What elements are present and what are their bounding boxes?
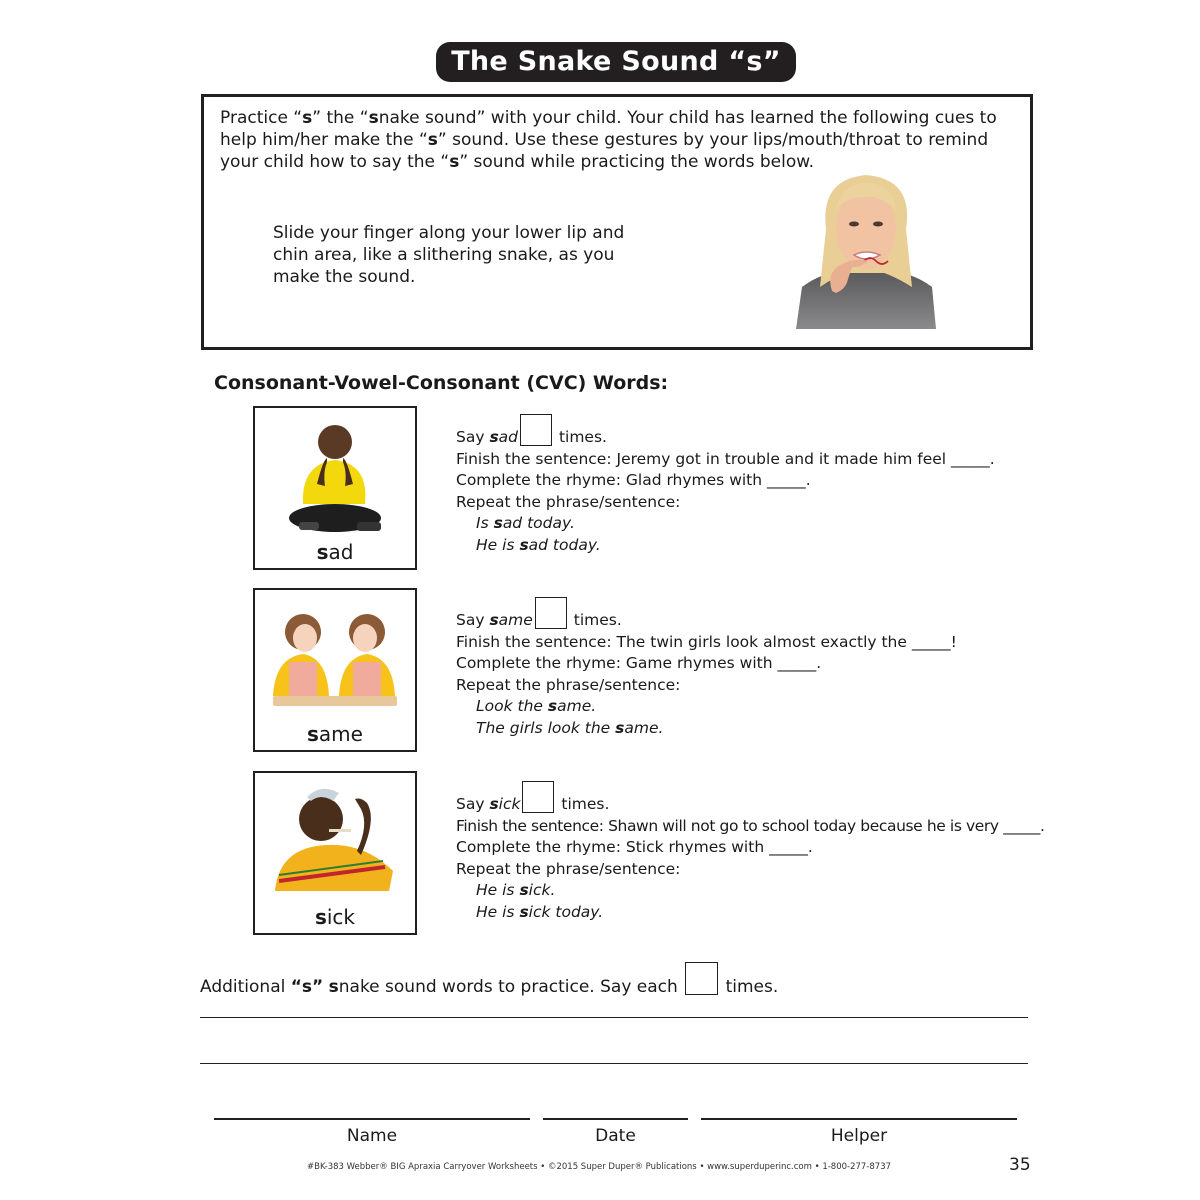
additional-words-prompt <box>200 962 778 997</box>
intro-text-5: ” sound while practicing the words below. <box>459 152 814 172</box>
intro-text-1: Practice “ <box>220 108 303 128</box>
repeat-line: Repeat the phrase/sentence: <box>456 675 681 694</box>
say-suffix: times. <box>568 611 622 629</box>
additional-quote-s: “s” <box>290 977 324 997</box>
page-number: 35 <box>1009 1155 1031 1175</box>
say-word-s: s <box>489 428 499 446</box>
phrase-s: s <box>615 718 625 737</box>
woman-gesture-photo <box>796 169 936 329</box>
sad-boy-photo <box>265 414 405 536</box>
intro-s-bold: s <box>449 152 460 172</box>
say-count-line <box>456 597 1046 632</box>
phrase-pre: Is <box>476 514 494 533</box>
phrase-2 <box>456 902 1046 924</box>
section-heading: Consonant-Vowel-Consonant (CVC) Words: <box>214 372 669 394</box>
phrase-post: ick today. <box>528 902 604 921</box>
rhyme-line: Complete the rhyme: Glad rhymes with _____. <box>456 471 811 490</box>
phrase-pre: He is <box>476 902 520 921</box>
phrase-s: s <box>519 881 529 900</box>
phrase-post: ame. <box>624 718 664 737</box>
say-word-rest: ame <box>498 611 533 629</box>
say-count-line <box>456 781 1046 816</box>
say-suffix: times. <box>554 428 607 446</box>
phrase-1 <box>456 513 1046 535</box>
word-rest: ame <box>318 722 363 746</box>
card-word-label <box>255 722 415 746</box>
helper-signature-line[interactable] <box>701 1118 1017 1120</box>
repeat-count-box[interactable] <box>520 414 552 446</box>
additional-s-bold: s <box>328 977 339 997</box>
name-label: Name <box>346 1126 398 1146</box>
say-prefix: Say <box>456 611 490 629</box>
additional-text-2: nake sound words to practice. Say each <box>338 977 684 997</box>
word-rest: ad <box>328 540 354 564</box>
picture-card-sad <box>253 406 417 570</box>
intro-s-bold: s <box>427 130 438 150</box>
word-rest: ick <box>326 905 356 929</box>
repeat-count-box[interactable] <box>522 781 554 813</box>
say-prefix: Say <box>456 428 490 446</box>
say-word-rest: ad <box>498 428 519 446</box>
item-instructions-sick <box>456 781 1046 924</box>
phrase-pre: The girls look the <box>476 718 616 737</box>
phrase-s: s <box>519 535 529 554</box>
intro-text-2: ” the “ <box>312 108 369 128</box>
writing-line-2[interactable] <box>200 1063 1028 1064</box>
date-signature-line[interactable] <box>543 1118 688 1120</box>
gesture-cue-text: Slide your finger along your lower lip and chin area, like a slithering snake, as you make the sound. <box>273 223 625 287</box>
say-prefix: Say <box>456 795 490 813</box>
name-signature-line[interactable] <box>214 1118 530 1120</box>
finish-sentence-line: Finish the sentence: Jeremy got in trouble and it made him feel _____. <box>456 449 995 468</box>
intro-paragraph <box>220 107 1020 173</box>
intro-text-4: ” sound. Use these gestures by your lips/mouth/throat to remind your child how to say the “ <box>220 130 989 172</box>
phrase-post: ame. <box>557 697 597 716</box>
word-s-bold: s <box>314 905 327 929</box>
page-title: The Snake Sound “s” <box>436 42 796 82</box>
publication-footer: #BK-383 Webber® BIG Apraxia Carryover Worksheets • ©2015 Super Duper® Publications • www.superduperinc.com • 1-800-277-8737 <box>307 1162 892 1172</box>
writing-line-1[interactable] <box>200 1017 1028 1018</box>
intro-text-3: nake sound” with your child. Your child has learned the following cues to help him/her make the “ <box>220 108 997 150</box>
say-suffix: times. <box>556 795 610 813</box>
phrase-post: ick. <box>528 881 556 900</box>
phrase-1 <box>456 880 1046 902</box>
repeat-count-box[interactable] <box>685 962 718 995</box>
phrase-s: s <box>547 697 558 716</box>
say-word-s: s <box>489 611 499 629</box>
sick-boy-photo <box>265 779 405 901</box>
phrase-s: s <box>493 514 503 533</box>
item-instructions-sad <box>456 414 1046 557</box>
repeat-line: Repeat the phrase/sentence: <box>456 859 681 878</box>
intro-s-bold: s <box>302 108 313 128</box>
finish-sentence-line: Finish the sentence: Shawn will not go to school today because he is very _____. <box>456 816 1045 835</box>
phrase-s: s <box>519 902 529 921</box>
phrase-2 <box>456 535 1046 557</box>
card-word-label <box>255 540 415 564</box>
rhyme-line: Complete the rhyme: Game rhymes with _____. <box>456 654 822 673</box>
intro-box <box>201 94 1033 350</box>
phrase-pre: He is <box>476 881 520 900</box>
phrase-pre: Look the <box>476 697 548 716</box>
say-word-rest: ick <box>498 795 521 813</box>
picture-card-sick <box>253 771 417 935</box>
word-s-bold: s <box>307 722 319 746</box>
helper-label: Helper <box>830 1126 888 1146</box>
picture-card-same <box>253 588 417 752</box>
repeat-line: Repeat the phrase/sentence: <box>456 492 681 511</box>
item-instructions-same <box>456 597 1046 740</box>
phrase-2 <box>456 718 1046 740</box>
card-word-label <box>255 905 415 929</box>
additional-text-3: times. <box>720 977 779 997</box>
word-s-bold: s <box>316 540 329 564</box>
finish-sentence-line: Finish the sentence: The twin girls look almost exactly the _____! <box>456 632 957 651</box>
rhyme-line: Complete the rhyme: Stick rhymes with _____. <box>456 838 813 857</box>
say-count-line <box>456 414 1046 449</box>
phrase-post: ad today. <box>502 514 575 533</box>
intro-s-bold: s <box>368 108 379 128</box>
say-word-s: s <box>489 795 499 813</box>
additional-text-1: Additional <box>200 977 291 997</box>
date-label: Date <box>595 1126 636 1146</box>
phrase-1 <box>456 696 1046 718</box>
twin-girls-photo <box>265 596 405 718</box>
repeat-count-box[interactable] <box>535 597 567 629</box>
phrase-pre: He is <box>476 535 520 554</box>
phrase-post: ad today. <box>528 535 601 554</box>
